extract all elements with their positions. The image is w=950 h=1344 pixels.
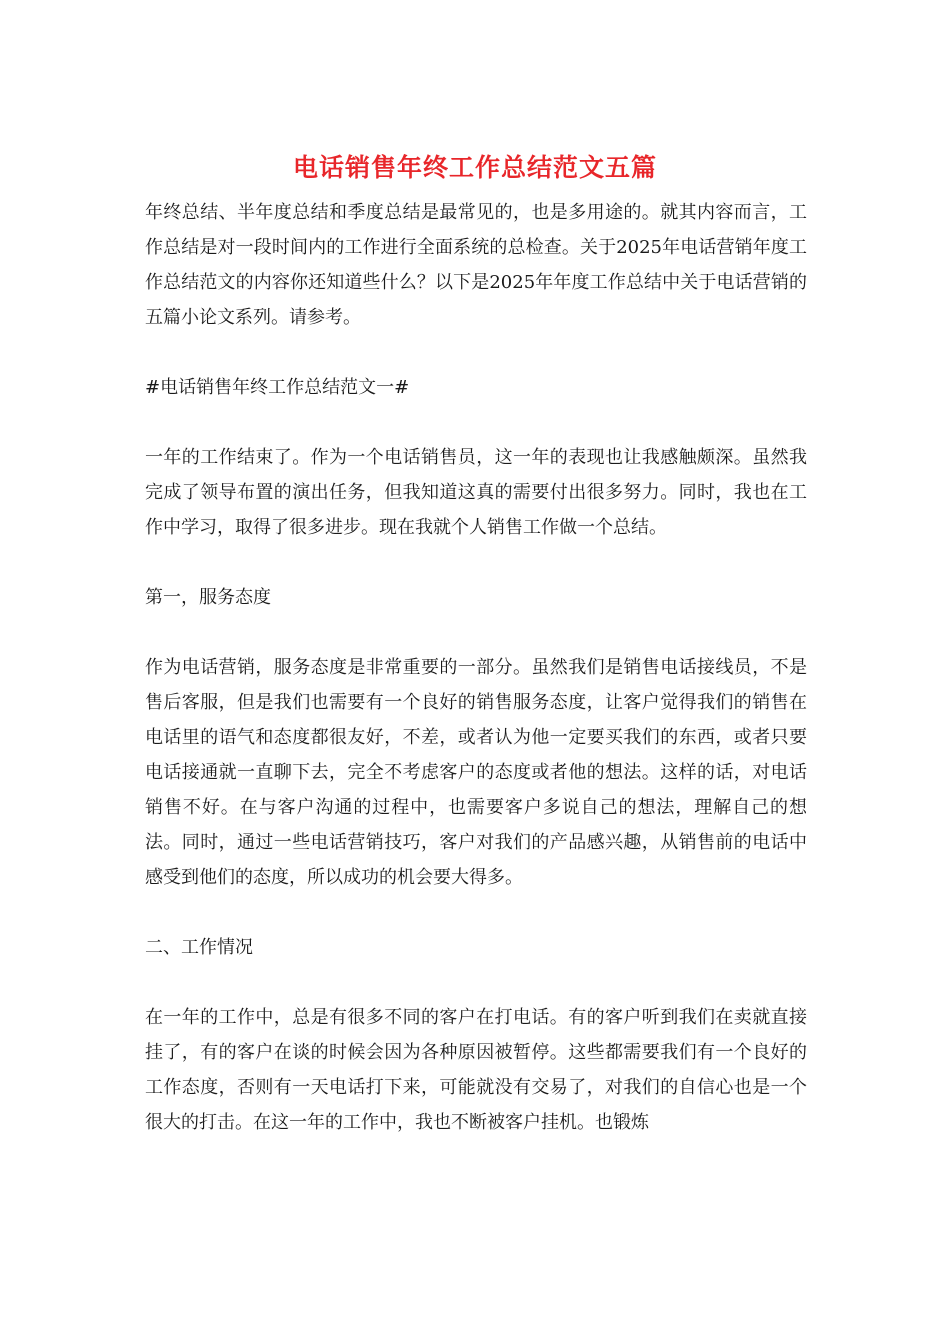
section1-paragraph: 一年的工作结束了。作为一个电话销售员，这一年的表现也让我感触颇深。虽然我完成了领导布置的演出任务，但我知道这真的需要付出很多努力。同时，我也在工作中学习，取得了很多进步。现在我就个人销售工作做一个总结。 (145, 447, 807, 538)
paragraph-gap (145, 335, 807, 370)
paragraph-gap (145, 895, 807, 930)
document-title: 电话销售年终工作总结范文五篇 (292, 153, 657, 182)
paragraph-gap (145, 545, 807, 580)
paragraph-gap (145, 615, 807, 650)
section-heading: #电话销售年终工作总结范文一# (145, 377, 410, 398)
paragraph-gap (145, 965, 807, 1000)
intro-paragraph: 年终总结、半年度总结和季度总结是最常见的，也是多用途的。就其内容而言，工作总结是对一段时间内的工作进行全面系统的总检查。关于2025年电话营销年度工作总结范文的内容你还知道些什么？以下是2025年年度工作总结中关于电话营销的五篇小论文系列。请参考。 (145, 202, 807, 328)
document-body (145, 195, 807, 1140)
point1-paragraph: 作为电话营销，服务态度是非常重要的一部分。虽然我们是销售电话接线员，不是售后客服，但是我们也需要有一个良好的销售服务态度，让客户觉得我们的销售在电话里的语气和态度都很友好，不差，或者认为他一定要买我们的东西，或者只要电话接通就一直聊下去，完全不考虑客户的态度或者他的想法。这样的话，对电话销售不好。在与客户沟通的过程中，也需要客户多说自己的想法，理解自己的想法。同时，通过一些电话营销技巧，客户对我们的产品感兴趣，从销售前的电话中感受到他们的态度，所以成功的机会要大得多。 (145, 657, 807, 888)
point2-heading: 二、工作情况 (145, 937, 253, 958)
paragraph-gap (145, 405, 807, 440)
point1-heading: 第一，服务态度 (145, 587, 271, 608)
point2-paragraph: 在一年的工作中，总是有很多不同的客户在打电话。有的客户听到我们在卖就直接挂了，有的客户在谈的时候会因为各种原因被暂停。这些都需要我们有一个良好的工作态度，否则有一天电话打下来，可能就没有交易了，对我们的自信心也是一个很大的打击。在这一年的工作中，我也不断被客户挂机。也锻炼 (145, 1007, 807, 1133)
